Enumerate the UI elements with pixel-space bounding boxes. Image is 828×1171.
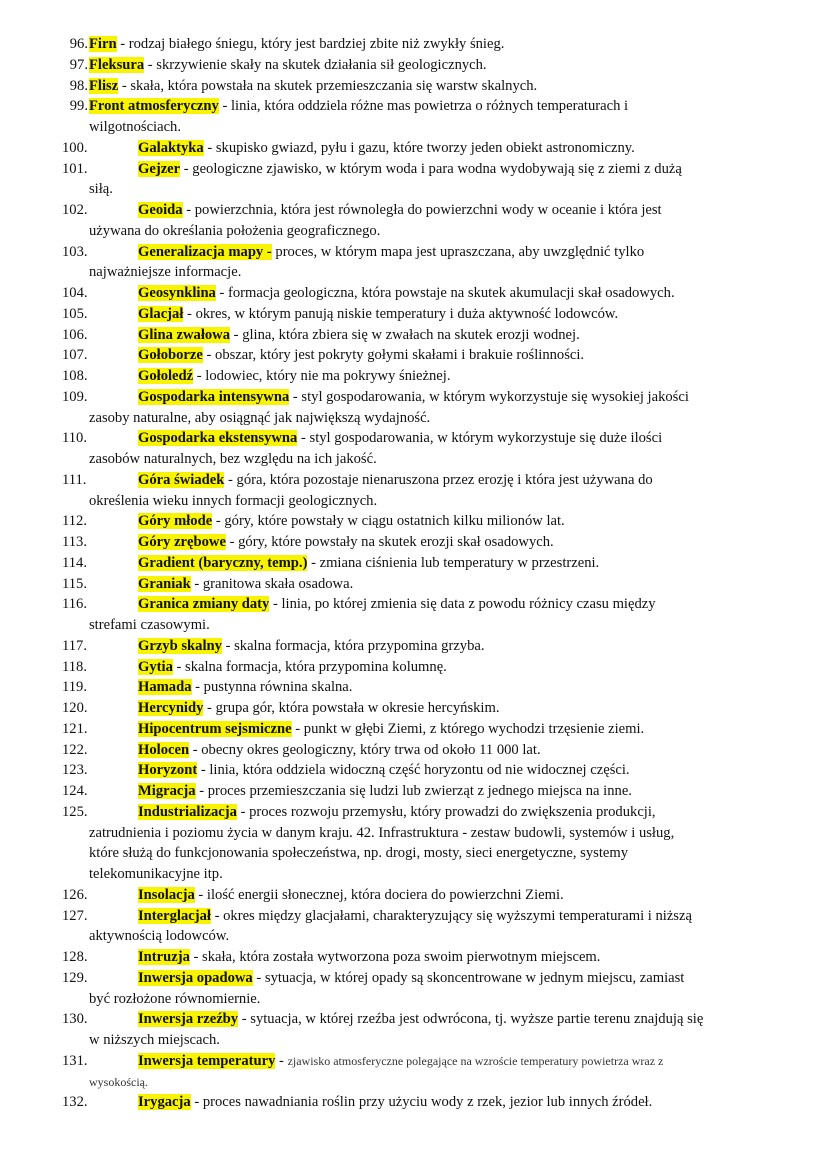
entry-definition: -: [275, 1052, 288, 1069]
glossary-entry: [0, 1092, 828, 1113]
entry-definition: - skrzywienie skały na skutek działania sił geologicznych.: [144, 56, 487, 73]
glossary-entry: [0, 200, 828, 242]
glossary-entry: [0, 553, 828, 574]
glossary-entry: [0, 470, 828, 512]
entry-first-line: [0, 470, 828, 491]
entry-first-line: [0, 428, 828, 449]
entry-term: Inwersja temperatury: [138, 1052, 276, 1069]
entry-definition: - proces przemieszczania się ludzi lub zwierząt z jednego miejsca na inne.: [195, 783, 632, 799]
glossary-page: [0, 34, 828, 1113]
entry-first-line: [0, 511, 828, 532]
glossary-entry: [0, 325, 828, 346]
entry-first-line: [0, 636, 828, 657]
entry-definition: - powierzchnia, która jest równoległa do powierzchni wody w oceanie i która jest: [182, 202, 662, 218]
entry-number: 117.: [62, 637, 87, 654]
entry-continuation: wilgotnościach.: [89, 119, 182, 135]
glossary-entry: [0, 657, 828, 678]
entry-definition: - grupa gór, która powstała w okresie hercyńskim.: [203, 700, 500, 716]
entry-first-line: [0, 96, 828, 117]
entry-term: Interglacjał: [138, 907, 211, 924]
entry-number: 112.: [62, 513, 87, 530]
entry-term: Industrializacja: [138, 803, 237, 820]
glossary-entry: [0, 283, 828, 304]
glossary-entry: [0, 802, 828, 885]
entry-first-line: [0, 283, 828, 304]
glossary-entry: [0, 345, 828, 366]
glossary-entry: [0, 96, 828, 138]
entry-term: Gospodarka intensywna: [138, 388, 290, 405]
glossary-entry: [0, 138, 828, 159]
entry-term: Inwersja rzeźby: [138, 1011, 239, 1028]
entry-term: Grzyb skalny: [138, 637, 222, 654]
entry-first-line: [0, 947, 828, 968]
entry-term: Insolacja: [138, 886, 195, 903]
entry-number: 125.: [62, 803, 88, 820]
entry-number: 118.: [62, 658, 87, 675]
entry-first-line: [0, 802, 828, 823]
entry-number: 123.: [62, 762, 88, 779]
entry-number: 108.: [62, 368, 88, 384]
entry-continuation: określenia wieku innych formacji geologicznych.: [89, 492, 378, 509]
entry-number: 127.: [62, 907, 88, 924]
entry-term: Gołoledź: [138, 368, 194, 384]
entry-number: 132.: [62, 1094, 88, 1111]
entry-first-line: [0, 138, 828, 159]
entry-term: Góry zrębowe: [138, 534, 226, 550]
entry-definition: - linia, po której zmienia się data z powodu różnicy czasu między: [269, 596, 656, 613]
entry-term: Geoida: [138, 202, 183, 218]
entry-first-line: [0, 885, 828, 906]
entry-term: Góra świadek: [138, 471, 225, 488]
glossary-entry: [0, 304, 828, 325]
entry-definition: - ilość energii słonecznej, która dociera do powierzchni Ziemi.: [194, 886, 564, 903]
entry-continuation: zatrudnienia i poziomu życia w danym kraju. 42. Infrastruktura - zestaw budowli, systemów i usług,: [89, 824, 675, 841]
glossary-entry: [0, 1009, 828, 1051]
entry-first-line: [0, 159, 828, 180]
entry-number: 96.: [69, 36, 88, 52]
entry-first-line: [0, 325, 828, 346]
entry-number: 119.: [62, 679, 87, 696]
entry-term: Gospodarka ekstensywna: [138, 430, 298, 447]
glossary-entry: [0, 885, 828, 906]
entry-first-line: [0, 698, 828, 719]
entry-first-line: [0, 55, 828, 76]
glossary-entry: [0, 242, 828, 284]
glossary-entry: [0, 76, 828, 97]
entry-number: 110.: [62, 430, 87, 447]
entry-number: 104.: [62, 285, 88, 301]
glossary-entry: [0, 532, 828, 553]
entry-definition: - sytuacja, w której opady są skoncentrowane w jednym miejscu, zamiast: [252, 969, 685, 986]
entry-number: 97.: [69, 56, 88, 73]
entry-definition: - sytuacja, w której rzeźba jest odwrócona, tj. wyższe partie terenu znajdują się: [238, 1011, 704, 1028]
entry-definition: - obszar, który jest pokryty gołymi skałami i brakuie roślinności.: [202, 347, 585, 364]
entry-definition: - pustynna równina skalna.: [191, 679, 353, 696]
glossary-entry: [0, 428, 828, 470]
entry-first-line: [0, 968, 828, 989]
entry-number: 111.: [62, 471, 87, 488]
entry-first-line: [0, 532, 828, 553]
entry-definition: - glina, która zbiera się w zwałach na skutek erozji wodnej.: [230, 326, 580, 343]
entry-term: Flisz: [89, 77, 119, 94]
entry-definition: - proces nawadniania roślin przy użyciu wody z rzek, jezior lub innych źródeł.: [190, 1094, 653, 1111]
entry-number: 116.: [62, 596, 87, 613]
entry-term: Glina zwałowa: [138, 326, 231, 343]
entry-number: 124.: [62, 783, 88, 799]
entry-term: Geosynklina: [138, 285, 216, 301]
glossary-entry: [0, 366, 828, 387]
entry-term: Gołoborze: [138, 347, 203, 364]
entry-number: 107.: [62, 347, 88, 364]
entry-first-line: [0, 657, 828, 678]
entry-first-line: [0, 366, 828, 387]
entry-definition: - geologiczne zjawisko, w którym woda i para wodna wydobywają się z ziemi z dużą: [180, 160, 682, 177]
entry-number: 115.: [62, 575, 87, 592]
entry-continuation: strefami czasowymi.: [89, 617, 210, 633]
glossary-entry: [0, 906, 828, 948]
entry-definition: - punkt w głębi Ziemi, z którego wychodzi trzęsienie ziemi.: [291, 720, 645, 737]
glossary-entry: [0, 55, 828, 76]
entry-term: Firn: [89, 36, 117, 52]
entry-continuation: w niższych miejscach.: [89, 1032, 220, 1048]
entry-term: Glacjał: [138, 305, 184, 322]
entry-definition-small: zjawisko atmosferyczne polegające na wzroście temperatury powietrza wraz z: [287, 1053, 664, 1068]
entry-term: Góry młode: [138, 513, 213, 530]
entry-term: Front atmosferyczny: [89, 98, 219, 115]
entry-term: Gytia: [138, 658, 173, 675]
entry-first-line: [0, 200, 828, 221]
entry-first-line: [0, 677, 828, 698]
entry-first-line: [0, 387, 828, 408]
glossary-entry: [0, 677, 828, 698]
entry-first-line: [0, 719, 828, 740]
entry-continuation: siłą.: [89, 181, 113, 198]
entry-first-line: [0, 76, 828, 97]
entry-continuation: które służą do funkcjonowania społeczeństwa, np. drogi, mosty, sieci energetyczne, systemy: [89, 845, 629, 862]
entry-definition: - styl gospodarowania, w którym wykorzystuje się duże ilości: [297, 430, 663, 447]
entry-definition: - formacja geologiczna, która powstaje na skutek akumulacji skał osadowych.: [215, 285, 675, 301]
entry-continuation-small: wysokością.: [89, 1074, 148, 1089]
entry-number: 114.: [62, 554, 87, 571]
entry-number: 128.: [62, 949, 88, 965]
glossary-entry: [0, 594, 828, 636]
glossary-entry: [0, 159, 828, 201]
entry-term: Galaktyka: [138, 139, 204, 156]
entry-first-line: [0, 594, 828, 615]
entry-first-line: [0, 760, 828, 781]
entry-continuation: najważniejsze informacje.: [89, 264, 242, 281]
entry-number: 101.: [62, 160, 88, 177]
entry-term: Irygacja: [138, 1094, 191, 1111]
glossary-entry: [0, 968, 828, 1010]
entry-number: 103.: [62, 243, 88, 260]
entry-definition: - skalna formacja, która przypomina grzyba.: [221, 637, 485, 654]
entry-number: 105.: [62, 305, 88, 322]
entry-first-line: [0, 740, 828, 761]
entry-term: Gejzer: [138, 160, 181, 177]
entry-definition: - skalna formacja, która przypomina kolumnę.: [172, 658, 447, 675]
entry-continuation: zasoby naturalne, aby osiągnąć jak największą wydajność.: [89, 409, 431, 426]
entry-number: 130.: [62, 1011, 88, 1028]
entry-first-line: [0, 34, 828, 55]
entry-first-line: [0, 1009, 828, 1030]
entry-first-line: [0, 574, 828, 595]
entry-term: Migracja: [138, 783, 196, 799]
entry-definition: - okres, w którym panują niskie temperatury i duża aktywność lodowców.: [183, 305, 619, 322]
glossary-entry: [0, 387, 828, 429]
entry-continuation: zasobów naturalnych, bez względu na ich jakość.: [89, 451, 377, 467]
entry-first-line: [0, 1092, 828, 1113]
entry-first-line: [0, 1051, 828, 1072]
entry-continuation: telekomunikacyjne itp.: [89, 866, 223, 882]
entry-term: Horyzont: [138, 762, 198, 779]
glossary-entry: [0, 1051, 828, 1093]
entry-continuation: używana do określania położenia geograficznego.: [89, 222, 381, 239]
entry-first-line: [0, 553, 828, 574]
entry-term: Hercynidy: [138, 700, 204, 716]
entry-definition: - skupisko gwiazd, pyłu i gazu, które tworzy jeden obiekt astronomiczny.: [203, 139, 635, 156]
glossary-entry: [0, 781, 828, 802]
entry-number: 102.: [62, 202, 88, 218]
glossary-entry: [0, 698, 828, 719]
entry-term: Holocen: [138, 741, 190, 758]
entry-term: Granica zmiany daty: [138, 596, 270, 613]
entry-first-line: [0, 781, 828, 802]
entry-term: Inwersja opadowa: [138, 969, 253, 986]
entry-definition: - skała, która została wytworzona poza swoim pierwotnym miejscem.: [189, 949, 601, 965]
entry-definition: - okres między glacjałami, charakteryzujący się wyższymi temperaturami i niższą: [210, 907, 692, 924]
entry-term: Generalizacja mapy -: [138, 243, 272, 260]
entry-number: 120.: [62, 700, 88, 716]
entry-term: Hipocentrum sejsmiczne: [138, 720, 292, 737]
entry-definition: - góra, która pozostaje nienaruszona przez erozję i która jest używana do: [224, 471, 653, 488]
entry-definition: - rodzaj białego śniegu, który jest bardziej zbite niż zwykły śnieg.: [116, 36, 505, 52]
entry-definition: - styl gospodarowania, w którym wykorzystuje się wysokiej jakości: [289, 388, 689, 405]
entry-definition: - linia, która oddziela różne mas powietrza o różnych temperaturach i: [218, 98, 629, 115]
entry-definition: - linia, która oddziela widoczną część horyzontu od nie widocznej części.: [197, 762, 630, 779]
entry-number: 129.: [62, 969, 88, 986]
entry-term: Gradient (baryczny, temp.): [138, 554, 308, 571]
entry-number: 121.: [62, 720, 88, 737]
entry-first-line: [0, 345, 828, 366]
glossary-entry: [0, 511, 828, 532]
entry-number: 100.: [62, 139, 88, 156]
glossary-entry: [0, 574, 828, 595]
entry-number: 126.: [62, 886, 88, 903]
entry-number: 99.: [69, 98, 88, 115]
entry-continuation: być rozłożone równomiernie.: [89, 990, 261, 1007]
glossary-entry: [0, 947, 828, 968]
entry-definition: - góry, które powstały w ciągu ostatnich kilku milionów lat.: [212, 513, 565, 530]
entry-continuation: aktywnością lodowców.: [89, 928, 230, 945]
entry-definition: - granitowa skała osadowa.: [190, 575, 354, 592]
entry-number: 109.: [62, 388, 88, 405]
glossary-entry: [0, 719, 828, 740]
entry-definition: - góry, które powstały na skutek erozji skał osadowych.: [225, 534, 554, 550]
entry-definition: proces, w którym mapa jest upraszczana, aby uwzględnić tylko: [271, 243, 645, 260]
entry-number: 113.: [62, 534, 87, 550]
glossary-entry: [0, 34, 828, 55]
entry-definition: - obecny okres geologiczny, który trwa od około 11 000 lat.: [189, 741, 541, 758]
entry-term: Graniak: [138, 575, 191, 592]
glossary-entry: [0, 636, 828, 657]
glossary-entry: [0, 760, 828, 781]
entry-first-line: [0, 242, 828, 263]
entry-term: Intruzja: [138, 949, 190, 965]
entry-first-line: [0, 906, 828, 927]
entry-number: 131.: [62, 1052, 88, 1069]
entry-number: 106.: [62, 326, 88, 343]
entry-definition: - zmiana ciśnienia lub temperatury w przestrzeni.: [307, 554, 600, 571]
entry-definition: - skała, która powstała na skutek przemieszczania się warstw skalnych.: [118, 77, 538, 94]
entry-term: Fleksura: [89, 56, 145, 73]
entry-definition: - proces rozwoju przemysłu, który prowadzi do zwiększenia produkcji,: [236, 803, 656, 820]
entry-term: Hamada: [138, 679, 192, 696]
glossary-entry: [0, 740, 828, 761]
entry-definition: - lodowiec, który nie ma pokrywy śnieżnej.: [193, 368, 451, 384]
entry-number: 122.: [62, 741, 88, 758]
entry-first-line: [0, 304, 828, 325]
entry-number: 98.: [69, 77, 88, 94]
